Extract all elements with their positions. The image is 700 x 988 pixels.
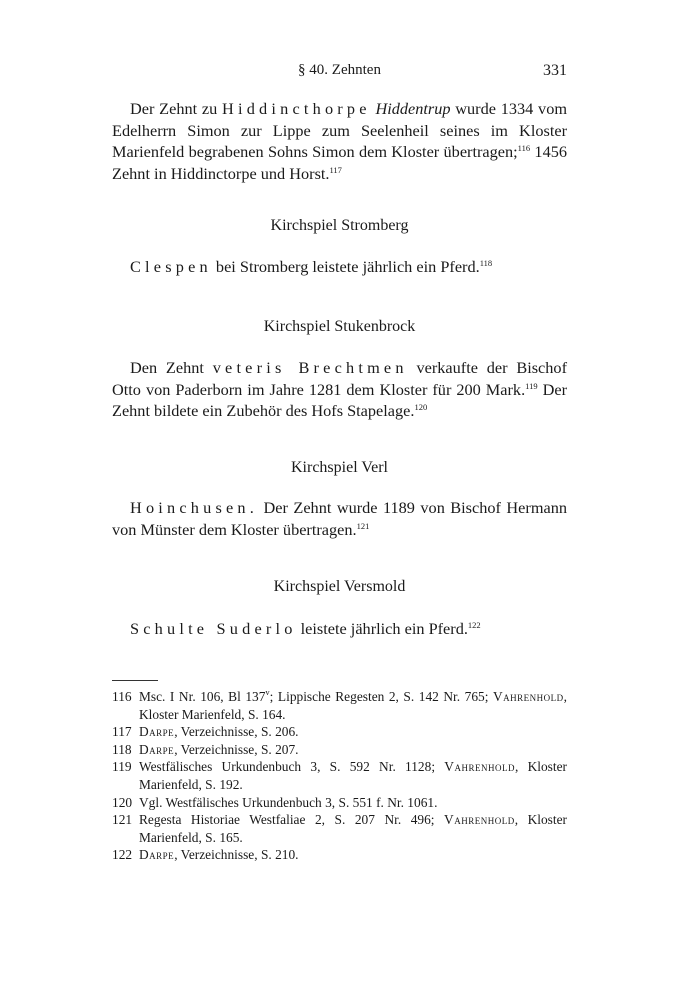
author-name: Darpe (139, 724, 175, 740)
text: Der Zehnt zu (130, 99, 223, 118)
text: Msc. I Nr. 106, Bl 137 (139, 689, 266, 704)
footnote-ref[interactable]: 121 (356, 520, 370, 531)
footnote-ref[interactable]: 117 (329, 164, 342, 175)
paragraph-hoinchusen (112, 497, 567, 540)
author-name: Vahrenhold (444, 759, 515, 775)
text: ; Lippische Regesten 2, S. 142 Nr. 765; (269, 689, 493, 704)
footnote-121 (112, 811, 567, 846)
text: , Kloster Marienfeld, S. 165. (139, 812, 567, 845)
footnote-text (139, 846, 567, 864)
footnote-ref[interactable]: 120 (414, 402, 428, 413)
footnote-ref[interactable]: 119 (525, 380, 538, 391)
footnote-116 (112, 688, 567, 723)
place-name: veteris Brechtmen (212, 358, 408, 377)
text: Der Zehnt wurde 1189 von Bischof Hermann von Münster dem Kloster übertragen. (112, 498, 567, 539)
footnote-ref[interactable]: 118 (479, 258, 493, 268)
heading-stromberg: Kirchspiel Stromberg (270, 217, 409, 234)
place-name: Schulte Suderlo (130, 619, 297, 638)
footnote-number: 117 (112, 724, 132, 740)
footnote-separator (112, 680, 158, 681)
text: , Kloster Marienfeld, S. 192. (139, 759, 567, 792)
author-name: Darpe (139, 741, 175, 757)
author-name: Vahrenhold (492, 689, 564, 704)
footnote-120 (112, 794, 567, 812)
author-name: Darpe (139, 847, 175, 863)
footnote-number: 118 (112, 741, 132, 757)
text: bei Stromberg leistete jährlich ein Pferd. (211, 257, 480, 276)
text: , Kloster Marienfeld, S. 164. (139, 689, 568, 722)
text: verkaufte der Bischof Otto von Paderborn im Jahre 1281 dem Kloster für 200 Mark. (112, 358, 567, 399)
verso-mark: v (265, 687, 270, 697)
footnote-ref[interactable]: 116 (517, 143, 531, 154)
section-title: § 40. Zehnten (298, 62, 381, 78)
modern-place-name: Hiddentrup (375, 99, 451, 118)
heading-verl: Kirchspiel Verl (290, 459, 388, 476)
text: leistete jährlich ein Pferd. (296, 619, 468, 638)
text: Den Zehnt (130, 358, 213, 377)
place-name: Hiddincthorpe (222, 99, 371, 118)
paragraph-brechtmen (112, 357, 567, 422)
author-name: Vahrenhold (444, 812, 515, 828)
footnote-number: 116 (112, 689, 132, 704)
text: 1456 Zehnt in Hiddinctorpe und Horst. (112, 142, 567, 183)
footnote-number: 122 (112, 847, 133, 863)
paragraph-hiddincthorpe (112, 98, 567, 184)
text: Der Zehnt bildete ein Zubehör des Hofs Stapelage. (112, 379, 567, 421)
text: , Verzeichnisse, S. 206. (174, 724, 299, 740)
footnote-118 (112, 741, 567, 759)
footnote-text: Vgl. Westfälisches Urkundenbuch 3, S. 551 f. Nr. 1061. (139, 794, 438, 810)
place-name: Clespen (130, 257, 212, 276)
place-name: Hoinchusen. (130, 498, 259, 517)
footnote-text (139, 688, 567, 723)
footnote-text (139, 723, 567, 741)
footnote-number: 119 (112, 759, 132, 775)
heading-stukenbrock: Kirchspiel Stukenbrock (263, 318, 416, 335)
text: , Verzeichnisse, S. 207. (174, 741, 299, 757)
footnote-number: 121 (112, 812, 133, 828)
footnote-ref[interactable]: 122 (467, 620, 481, 630)
text: Westfälisches Urkundenbuch 3, S. 592 Nr. 1128; (139, 759, 445, 775)
page-number: 331 (543, 62, 567, 79)
footnote-text (139, 758, 567, 793)
footnote-117 (112, 723, 567, 741)
footnote-text (139, 811, 567, 846)
text: Regesta Historiae Westfaliae 2, S. 207 Nr. 496; (139, 812, 445, 828)
footnote-122 (112, 846, 567, 864)
footnotes (112, 688, 567, 864)
paragraph-suderlo (112, 618, 567, 640)
heading-versmold: Kirchspiel Versmold (273, 578, 406, 595)
text: , Verzeichnisse, S. 210. (174, 847, 299, 863)
footnote-119 (112, 758, 567, 793)
running-header (112, 62, 567, 82)
text: wurde 1334 vom Edelherrn Simon zur Lippe zum Seelenheil seines im Kloster Marienfeld begrabenen Sohns Simon dem Kloster übertragen; (112, 99, 567, 162)
paragraph-clespen (112, 256, 567, 278)
footnote-text (139, 741, 567, 759)
footnote-number: 120 (112, 794, 133, 810)
